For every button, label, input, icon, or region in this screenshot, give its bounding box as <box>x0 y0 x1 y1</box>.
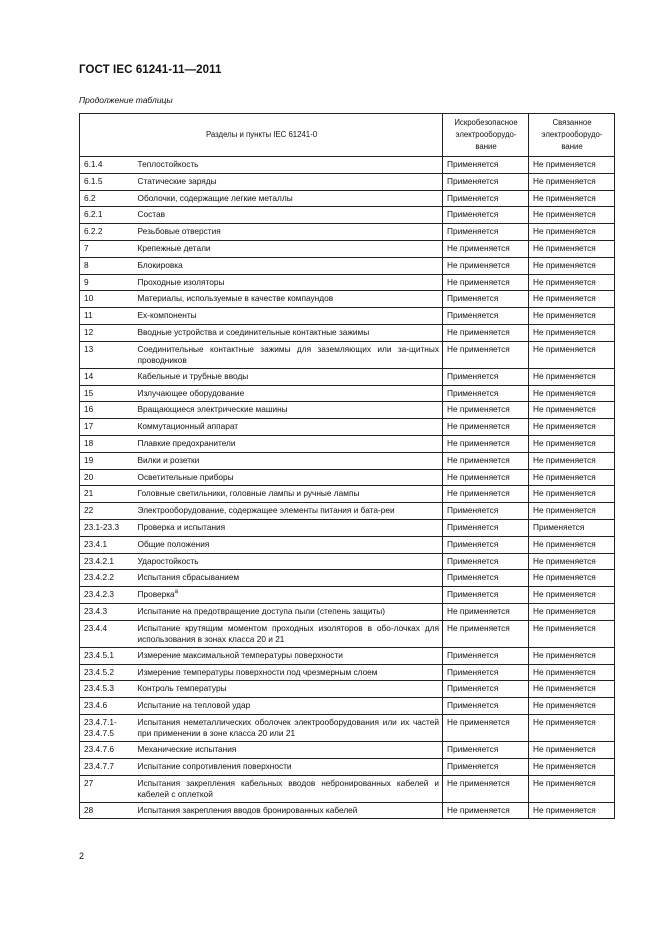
intrinsically-safe-status: Не применяется <box>443 486 529 503</box>
section-title-text: Блокировка <box>137 259 183 270</box>
section-title <box>134 536 443 553</box>
requirements-table <box>79 113 615 819</box>
section-number <box>80 620 134 647</box>
section-number-text: 10 <box>84 293 94 304</box>
section-number-text: 8 <box>84 259 89 270</box>
section-title <box>134 775 443 802</box>
section-number <box>80 587 134 604</box>
section-title <box>134 587 443 604</box>
section-title <box>134 419 443 436</box>
table-row <box>80 603 615 620</box>
section-title-text: Плавкие предохранители <box>137 437 236 448</box>
table-row <box>80 257 615 274</box>
table-row <box>80 224 615 241</box>
section-number-text: 23.4.6 <box>84 700 108 711</box>
associated-status: Не применяется <box>529 758 615 775</box>
table-continuation-label: Продолжение таблицы <box>79 95 173 105</box>
table-row <box>80 553 615 570</box>
section-title-text: Электрооборудование, содержащее элементы питания и бата-реи <box>137 505 395 516</box>
intrinsically-safe-status: Применяется <box>443 207 529 224</box>
associated-status: Не применяется <box>529 681 615 698</box>
section-number-text: 27 <box>84 777 94 788</box>
section-number <box>80 664 134 681</box>
section-number <box>80 469 134 486</box>
table-row <box>80 698 615 715</box>
associated-status: Не применяется <box>529 664 615 681</box>
intrinsically-safe-status: Применяется <box>443 385 529 402</box>
section-title-text: Механические испытания <box>137 743 237 754</box>
section-number-text: 6.2.2 <box>84 226 103 237</box>
section-title <box>134 620 443 647</box>
section-title-text: Статические заряды <box>137 175 217 186</box>
section-title <box>134 240 443 257</box>
section-number-text: 19 <box>84 454 94 465</box>
associated-status: Не применяется <box>529 553 615 570</box>
associated-status: Не применяется <box>529 224 615 241</box>
section-title-text: Соединительные контактные зажимы для заземляющих или за-щитных проводников <box>137 343 440 365</box>
section-number-text: 6.2.1 <box>84 209 103 220</box>
section-title <box>134 341 443 368</box>
section-title <box>134 714 443 741</box>
associated-status: Не применяется <box>529 368 615 385</box>
table-row <box>80 536 615 553</box>
intrinsically-safe-status: Применяется <box>443 224 529 241</box>
section-title <box>134 368 443 385</box>
section-number-text: 7 <box>84 242 89 253</box>
associated-status: Не применяется <box>529 308 615 325</box>
intrinsically-safe-status: Применяется <box>443 173 529 190</box>
section-number <box>80 741 134 758</box>
section-number <box>80 341 134 368</box>
intrinsically-safe-status: Не применяется <box>443 341 529 368</box>
section-number <box>80 698 134 715</box>
section-number-text: 15 <box>84 387 94 398</box>
section-title-text: Проверка <box>137 589 175 600</box>
document-header: ГОСТ IEC 61241-11—2011 <box>79 64 222 76</box>
intrinsically-safe-status: Не применяется <box>443 802 529 819</box>
section-number <box>80 291 134 308</box>
table-row <box>80 341 615 368</box>
table-row <box>80 519 615 536</box>
intrinsically-safe-status: Применяется <box>443 570 529 587</box>
section-number <box>80 274 134 291</box>
table-row <box>80 240 615 257</box>
associated-status: Не применяется <box>529 802 615 819</box>
associated-status: Не применяется <box>529 620 615 647</box>
section-number <box>80 190 134 207</box>
section-title-text: Коммутационный аппарат <box>137 421 239 432</box>
intrinsically-safe-status: Применяется <box>443 647 529 664</box>
section-number <box>80 402 134 419</box>
table-row <box>80 741 615 758</box>
section-title <box>134 274 443 291</box>
section-number-text: 13 <box>84 343 94 354</box>
intrinsically-safe-status: Не применяется <box>443 469 529 486</box>
table-row <box>80 452 615 469</box>
section-title-text: Испытание сопротивления поверхности <box>137 760 292 771</box>
section-title <box>134 207 443 224</box>
associated-status: Не применяется <box>529 341 615 368</box>
section-title-text: Вращающиеся электрические машины <box>137 404 288 415</box>
page-number: 2 <box>79 851 85 861</box>
column-header-associated: Связанное электрооборудо-вание <box>529 114 615 157</box>
section-number <box>80 486 134 503</box>
section-number-text: 23.4.3 <box>84 605 108 616</box>
associated-status: Не применяется <box>529 207 615 224</box>
section-title-text: Испытания сбрасыванием <box>137 572 240 583</box>
section-number <box>80 324 134 341</box>
footnote-marker: a <box>174 589 179 596</box>
section-number <box>80 647 134 664</box>
section-number-text: 23.4.7.6 <box>84 743 114 754</box>
intrinsically-safe-status: Применяется <box>443 291 529 308</box>
intrinsically-safe-status: Применяется <box>443 741 529 758</box>
table-row <box>80 324 615 341</box>
section-number <box>80 553 134 570</box>
section-title <box>134 257 443 274</box>
section-title <box>134 758 443 775</box>
section-title <box>134 173 443 190</box>
table-row <box>80 419 615 436</box>
section-title-text: Испытания неметаллических оболочек электрооборудования или их частей при применении в зоне класса 20 или 21 <box>137 716 440 738</box>
section-number-text: 22 <box>84 505 94 516</box>
intrinsically-safe-status: Применяется <box>443 587 529 604</box>
section-title <box>134 553 443 570</box>
section-number-text: 6.2 <box>84 192 96 203</box>
section-title <box>134 435 443 452</box>
section-title-text: Контроль температуры <box>137 683 227 694</box>
associated-status: Не применяется <box>529 173 615 190</box>
section-number <box>80 435 134 452</box>
section-number <box>80 603 134 620</box>
section-title-text: Теплостойкость <box>137 159 199 169</box>
section-title-text: Испытание на предотвращение доступа пыли (степень защиты) <box>137 605 386 616</box>
associated-status: Не применяется <box>529 324 615 341</box>
section-number <box>80 419 134 436</box>
associated-status: Не применяется <box>529 486 615 503</box>
section-title-text: Материалы, используемые в качестве компаундов <box>137 293 334 304</box>
section-title-text: Проходные изоляторы <box>137 276 225 287</box>
section-number <box>80 452 134 469</box>
section-number <box>80 536 134 553</box>
section-title <box>134 698 443 715</box>
associated-status: Не применяется <box>529 570 615 587</box>
section-title <box>134 603 443 620</box>
section-number-text: 9 <box>84 276 89 287</box>
section-title-text: Осветительные приборы <box>137 471 234 482</box>
associated-status: Не применяется <box>529 419 615 436</box>
intrinsically-safe-status: Не применяется <box>443 240 529 257</box>
section-title-text: Оболочки, содержащие легкие металлы <box>137 192 293 203</box>
table-row <box>80 308 615 325</box>
associated-status: Не применяется <box>529 274 615 291</box>
table-row <box>80 681 615 698</box>
table-row <box>80 758 615 775</box>
section-number <box>80 802 134 819</box>
section-title <box>134 291 443 308</box>
table-row <box>80 802 615 819</box>
intrinsically-safe-status: Применяется <box>443 190 529 207</box>
section-title-text: Испытания закрепления кабельных вводов небронированных кабелей и кабелей с оплеткой <box>137 777 440 799</box>
section-title-text: Измерение температуры поверхности под чрезмерным слоем <box>137 666 378 677</box>
section-number-text: 23.4.1 <box>84 538 108 549</box>
table-row <box>80 486 615 503</box>
associated-status: Не применяется <box>529 647 615 664</box>
intrinsically-safe-status: Применяется <box>443 758 529 775</box>
section-title <box>134 157 443 174</box>
section-number-text: 16 <box>84 404 94 415</box>
section-title-text: Ex-компоненты <box>137 310 197 321</box>
intrinsically-safe-status: Применяется <box>443 664 529 681</box>
associated-status: Не применяется <box>529 603 615 620</box>
section-number <box>80 224 134 241</box>
section-title <box>134 224 443 241</box>
section-number-text: 21 <box>84 488 94 499</box>
section-number-text: 23.4.5.2 <box>84 666 114 677</box>
table-row <box>80 647 615 664</box>
section-number <box>80 308 134 325</box>
table-row <box>80 368 615 385</box>
section-title-text: Испытания закрепления вводов бронированных кабелей <box>137 804 358 815</box>
table-row <box>80 402 615 419</box>
section-number-text: 23.4.2.1 <box>84 555 114 566</box>
intrinsically-safe-status: Применяется <box>443 698 529 715</box>
associated-status: Не применяется <box>529 503 615 520</box>
section-title-text: Общие положения <box>137 538 210 549</box>
table-row <box>80 207 615 224</box>
section-number-text: 23.4.7.1- 23.4.7.5 <box>84 716 117 738</box>
table-row <box>80 173 615 190</box>
column-header-sections: Разделы и пункты IEC 61241-0 <box>80 114 443 157</box>
intrinsically-safe-status: Не применяется <box>443 603 529 620</box>
section-title <box>134 664 443 681</box>
table-row <box>80 469 615 486</box>
section-number <box>80 570 134 587</box>
section-title <box>134 802 443 819</box>
table-row <box>80 385 615 402</box>
table-row <box>80 274 615 291</box>
section-number-text: 18 <box>84 437 94 448</box>
section-title-text: Состав <box>137 209 165 220</box>
section-number-text: 20 <box>84 471 94 482</box>
section-number-text: 23.4.7.7 <box>84 760 114 771</box>
table-body <box>80 157 615 819</box>
intrinsically-safe-status: Применяется <box>443 536 529 553</box>
intrinsically-safe-status: Не применяется <box>443 620 529 647</box>
section-number <box>80 257 134 274</box>
section-number <box>80 714 134 741</box>
table-row <box>80 503 615 520</box>
section-title-text: Вилки и розетки <box>137 454 200 465</box>
associated-status: Не применяется <box>529 469 615 486</box>
section-number <box>80 157 134 174</box>
section-title <box>134 570 443 587</box>
section-number <box>80 240 134 257</box>
table-header-row <box>80 114 615 157</box>
section-number-text: 28 <box>84 804 94 815</box>
section-title <box>134 503 443 520</box>
section-number <box>80 173 134 190</box>
associated-status: Применяется <box>529 519 615 536</box>
section-title <box>134 385 443 402</box>
column-header-intrinsically-safe: Искробезопасное электрооборудо-вание <box>443 114 529 157</box>
associated-status: Не применяется <box>529 536 615 553</box>
associated-status: Не применяется <box>529 698 615 715</box>
section-title-text: Проверка и испытания <box>137 521 226 532</box>
intrinsically-safe-status: Применяется <box>443 308 529 325</box>
intrinsically-safe-status: Не применяется <box>443 452 529 469</box>
section-title <box>134 486 443 503</box>
associated-status: Не применяется <box>529 240 615 257</box>
intrinsically-safe-status: Применяется <box>443 368 529 385</box>
table-row <box>80 570 615 587</box>
section-title-text: Испытание на тепловой удар <box>137 700 251 711</box>
associated-status: Не применяется <box>529 157 615 174</box>
section-title-text: Измерение максимальной температуры поверхности <box>137 649 343 660</box>
table-row <box>80 435 615 452</box>
section-number <box>80 775 134 802</box>
section-title-text: Испытание крутящим моментом проходных изоляторов в обо-лочках для использования в зонах класса 20 и 21 <box>137 622 440 644</box>
section-title <box>134 647 443 664</box>
section-title <box>134 308 443 325</box>
table-row <box>80 291 615 308</box>
section-number <box>80 385 134 402</box>
section-number <box>80 758 134 775</box>
associated-status: Не применяется <box>529 402 615 419</box>
intrinsically-safe-status: Применяется <box>443 157 529 174</box>
associated-status: Не применяется <box>529 435 615 452</box>
section-number-text: 12 <box>84 326 94 337</box>
section-title <box>134 519 443 536</box>
intrinsically-safe-status: Не применяется <box>443 324 529 341</box>
section-title-text: Кабельные и трубные вводы <box>137 370 249 381</box>
associated-status: Не применяется <box>529 452 615 469</box>
section-title <box>134 741 443 758</box>
table-row <box>80 190 615 207</box>
section-title <box>134 452 443 469</box>
associated-status: Не применяется <box>529 291 615 308</box>
section-number-text: 6.1.5 <box>84 175 103 186</box>
intrinsically-safe-status: Не применяется <box>443 435 529 452</box>
intrinsically-safe-status: Не применяется <box>443 274 529 291</box>
section-title <box>134 469 443 486</box>
intrinsically-safe-status: Не применяется <box>443 775 529 802</box>
associated-status: Не применяется <box>529 775 615 802</box>
section-number <box>80 368 134 385</box>
section-title-text: Крепежные детали <box>137 242 211 253</box>
section-title <box>134 324 443 341</box>
section-title-text: Ударостойкость <box>137 555 199 566</box>
section-number-text: 23.4.4 <box>84 622 108 633</box>
intrinsically-safe-status: Применяется <box>443 503 529 520</box>
section-title-text: Резьбовые отверстия <box>137 226 221 237</box>
section-number-text: 23.4.2.2 <box>84 572 114 583</box>
table-row <box>80 157 615 174</box>
section-number-text: 23.4.5.1 <box>84 649 114 660</box>
section-number-text: 14 <box>84 370 94 381</box>
intrinsically-safe-status: Не применяется <box>443 402 529 419</box>
section-title <box>134 402 443 419</box>
section-number <box>80 207 134 224</box>
intrinsically-safe-status: Применяется <box>443 681 529 698</box>
section-title-text: Вводные устройства и соединительные контактные зажимы <box>137 326 370 337</box>
section-number-text: 11 <box>84 310 93 321</box>
section-number <box>80 519 134 536</box>
intrinsically-safe-status: Применяется <box>443 553 529 570</box>
table-row <box>80 587 615 604</box>
section-title <box>134 681 443 698</box>
table-row <box>80 664 615 681</box>
associated-status: Не применяется <box>529 741 615 758</box>
associated-status: Не применяется <box>529 190 615 207</box>
table-row <box>80 775 615 802</box>
section-number <box>80 503 134 520</box>
section-title-text: Головные светильники, головные лампы и ручные лампы <box>137 488 360 499</box>
associated-status: Не применяется <box>529 587 615 604</box>
section-number-text: 23.4.5.3 <box>84 683 114 694</box>
section-number-text: 23.4.2.3 <box>84 589 114 600</box>
intrinsically-safe-status: Не применяется <box>443 714 529 741</box>
associated-status: Не применяется <box>529 257 615 274</box>
section-number-text: 17 <box>84 421 94 432</box>
table-row <box>80 714 615 741</box>
intrinsically-safe-status: Применяется <box>443 519 529 536</box>
associated-status: Не применяется <box>529 385 615 402</box>
section-number-text: 23.1-23.3 <box>84 521 120 532</box>
section-number-text: 6.1.4 <box>84 159 103 169</box>
table-row <box>80 620 615 647</box>
intrinsically-safe-status: Не применяется <box>443 257 529 274</box>
section-title-text: Излучающее оборудование <box>137 387 245 398</box>
section-title <box>134 190 443 207</box>
associated-status: Не применяется <box>529 714 615 741</box>
intrinsically-safe-status: Не применяется <box>443 419 529 436</box>
section-number <box>80 681 134 698</box>
